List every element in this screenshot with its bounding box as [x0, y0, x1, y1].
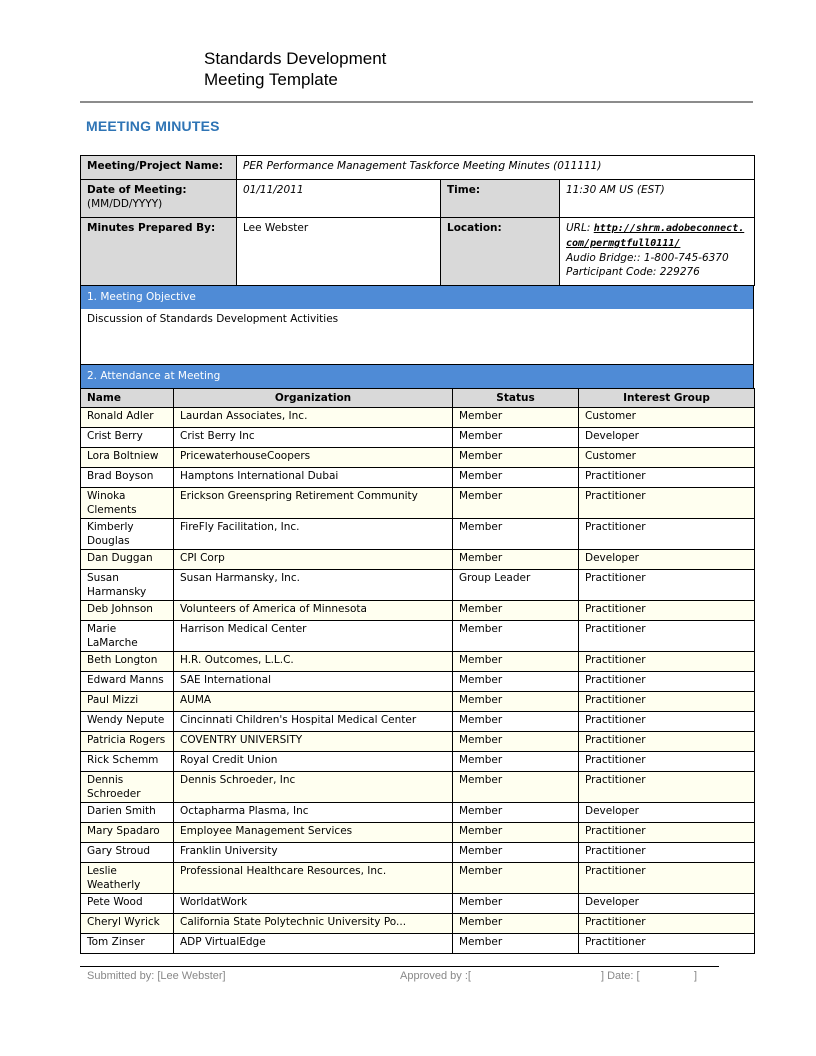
table-row: [81, 428, 755, 448]
attendee-interest-group[interactable]: Practitioner: [579, 712, 755, 732]
attendee-organization[interactable]: CPI Corp: [174, 550, 453, 570]
attendee-status[interactable]: Member: [453, 550, 579, 570]
attendee-organization[interactable]: Volunteers of America of Minnesota: [174, 601, 453, 621]
attendee-status[interactable]: Member: [453, 752, 579, 772]
attendee-organization[interactable]: PricewaterhouseCoopers: [174, 448, 453, 468]
table-row: [81, 712, 755, 732]
attendee-status[interactable]: Member: [453, 692, 579, 712]
table-row: [81, 448, 755, 468]
attendee-interest-group[interactable]: Customer: [579, 408, 755, 428]
attendee-interest-group[interactable]: Practitioner: [579, 488, 755, 519]
meeting-minutes-heading: MEETING MINUTES: [86, 118, 220, 134]
attendance-table: [80, 388, 755, 954]
attendee-organization[interactable]: Dennis Schroeder, Inc: [174, 772, 453, 803]
approved-by: Approved by :[: [400, 970, 471, 982]
attendee-interest-group[interactable]: Practitioner: [579, 621, 755, 652]
table-row: [81, 803, 755, 823]
attendee-name[interactable]: Paul Mizzi: [81, 692, 174, 712]
attendee-organization[interactable]: COVENTRY UNIVERSITY: [174, 732, 453, 752]
attendee-name[interactable]: Tom Zinser: [81, 934, 174, 954]
table-row: [81, 914, 755, 934]
attendee-name[interactable]: Gary Stroud: [81, 843, 174, 863]
attendee-organization[interactable]: AUMA: [174, 692, 453, 712]
table-row: [81, 468, 755, 488]
attendee-organization[interactable]: SAE International: [174, 672, 453, 692]
meeting-name-label: Meeting/Project Name:: [81, 156, 237, 180]
attendee-status[interactable]: Member: [453, 934, 579, 954]
table-row: [81, 652, 755, 672]
prepared-by-value[interactable]: Lee Webster: [237, 218, 441, 286]
table-row: [81, 843, 755, 863]
minutes-form: [80, 155, 754, 954]
table-row: [81, 692, 755, 712]
attendee-name[interactable]: Dan Duggan: [81, 550, 174, 570]
attendee-status[interactable]: Member: [453, 488, 579, 519]
attendee-name[interactable]: Darien Smith: [81, 803, 174, 823]
attendee-name[interactable]: Mary Spadaro: [81, 823, 174, 843]
attendee-organization[interactable]: California State Polytechnic University Po...: [174, 914, 453, 934]
attendee-status[interactable]: Member: [453, 652, 579, 672]
attendee-name[interactable]: Rick Schemm: [81, 752, 174, 772]
column-header-status: Status: [453, 389, 579, 408]
table-row: [81, 519, 755, 550]
attendee-interest-group[interactable]: Practitioner: [579, 570, 755, 601]
title-line-2: Meeting Template: [204, 70, 338, 89]
attendee-organization[interactable]: Professional Healthcare Resources, Inc.: [174, 863, 453, 894]
attendee-status[interactable]: Group Leader: [453, 570, 579, 601]
table-row: [81, 601, 755, 621]
attendee-interest-group[interactable]: Practitioner: [579, 601, 755, 621]
attendee-interest-group[interactable]: Practitioner: [579, 843, 755, 863]
attendee-name[interactable]: Edward Manns: [81, 672, 174, 692]
attendee-interest-group[interactable]: Developer: [579, 428, 755, 448]
attendee-organization[interactable]: FireFly Facilitation, Inc.: [174, 519, 453, 550]
attendee-interest-group[interactable]: Practitioner: [579, 692, 755, 712]
meeting-url-link[interactable]: http://shrm.adobeconnect.com/permgtfull0111/: [566, 223, 745, 249]
attendee-status[interactable]: Member: [453, 712, 579, 732]
objective-heading: 1. Meeting Objective: [80, 286, 754, 309]
attendance-rows: [81, 408, 755, 954]
column-header-interest-group: Interest Group: [579, 389, 755, 408]
attendee-organization[interactable]: Franklin University: [174, 843, 453, 863]
submitted-by: Submitted by: [Lee Webster]: [87, 970, 226, 982]
attendee-name[interactable]: Beth Longton: [81, 652, 174, 672]
attendee-name[interactable]: Wendy Nepute: [81, 712, 174, 732]
attendee-organization[interactable]: Laurdan Associates, Inc.: [174, 408, 453, 428]
footer-divider: [80, 966, 719, 967]
document-title: [204, 48, 386, 90]
attendee-interest-group[interactable]: Developer: [579, 550, 755, 570]
attendee-name[interactable]: Marie LaMarche: [81, 621, 174, 652]
attendee-organization[interactable]: Royal Credit Union: [174, 752, 453, 772]
column-header-organization: Organization: [174, 389, 453, 408]
attendee-organization[interactable]: Harrison Medical Center: [174, 621, 453, 652]
attendee-interest-group[interactable]: Practitioner: [579, 863, 755, 894]
attendee-status[interactable]: Member: [453, 894, 579, 914]
attendee-interest-group[interactable]: Practitioner: [579, 752, 755, 772]
approval-date: ] Date: [: [601, 970, 640, 982]
attendee-status[interactable]: Member: [453, 468, 579, 488]
date-format: (MM/DD/YYYY): [87, 198, 163, 210]
attendee-organization[interactable]: Crist Berry Inc: [174, 428, 453, 448]
attendee-name[interactable]: Brad Boyson: [81, 468, 174, 488]
table-row: [81, 672, 755, 692]
attendee-interest-group[interactable]: Practitioner: [579, 652, 755, 672]
date-label-cell: [81, 180, 237, 218]
table-row: [81, 732, 755, 752]
table-row: [81, 863, 755, 894]
objective-text[interactable]: Discussion of Standards Development Activities: [80, 309, 754, 364]
attendee-organization[interactable]: H.R. Outcomes, L.L.C.: [174, 652, 453, 672]
approval-date-close: ]: [694, 970, 698, 982]
meeting-info-table: [80, 155, 755, 286]
attendee-status[interactable]: Member: [453, 772, 579, 803]
attendee-name[interactable]: Kimberly Douglas: [81, 519, 174, 550]
attendee-name[interactable]: Susan Harmansky: [81, 570, 174, 601]
table-row: [81, 550, 755, 570]
date-value[interactable]: 01/11/2011: [237, 180, 441, 218]
attendee-status[interactable]: Member: [453, 448, 579, 468]
table-row: [81, 823, 755, 843]
attendee-status[interactable]: Member: [453, 601, 579, 621]
attendee-organization[interactable]: Erickson Greenspring Retirement Community: [174, 488, 453, 519]
attendee-organization[interactable]: ADP VirtualEdge: [174, 934, 453, 954]
attendee-name[interactable]: Crist Berry: [81, 428, 174, 448]
time-label: Time:: [441, 180, 560, 218]
attendee-status[interactable]: Member: [453, 732, 579, 752]
table-row: [81, 621, 755, 652]
attendee-interest-group[interactable]: Practitioner: [579, 468, 755, 488]
title-divider: [80, 101, 753, 103]
audio-bridge: Audio Bridge:: 1-800-745-6370: [566, 252, 729, 264]
attendee-name[interactable]: Lora Boltniew: [81, 448, 174, 468]
attendee-organization[interactable]: Hamptons International Dubai: [174, 468, 453, 488]
attendee-interest-group[interactable]: Practitioner: [579, 772, 755, 803]
attendee-organization[interactable]: WorldatWork: [174, 894, 453, 914]
attendee-name[interactable]: Deb Johnson: [81, 601, 174, 621]
column-header-name: Name: [81, 389, 174, 408]
attendee-organization[interactable]: Employee Management Services: [174, 823, 453, 843]
time-value[interactable]: 11:30 AM US (EST): [560, 180, 755, 218]
participant-code: Participant Code: 229276: [566, 266, 700, 278]
prepared-by-label: Minutes Prepared By:: [81, 218, 237, 286]
attendee-status[interactable]: Member: [453, 621, 579, 652]
attendee-name[interactable]: Pete Wood: [81, 894, 174, 914]
attendee-status[interactable]: Member: [453, 408, 579, 428]
attendee-name[interactable]: Patricia Rogers: [81, 732, 174, 752]
attendee-status[interactable]: Member: [453, 672, 579, 692]
attendee-interest-group[interactable]: Practitioner: [579, 519, 755, 550]
attendee-interest-group[interactable]: Practitioner: [579, 672, 755, 692]
table-row: [81, 772, 755, 803]
table-row: [81, 408, 755, 428]
attendee-interest-group[interactable]: Practitioner: [579, 732, 755, 752]
url-label: URL:: [566, 222, 594, 234]
attendance-heading: 2. Attendance at Meeting: [80, 364, 754, 388]
attendee-name[interactable]: Winoka Clements: [81, 488, 174, 519]
attendee-interest-group[interactable]: Developer: [579, 803, 755, 823]
attendee-status[interactable]: Member: [453, 843, 579, 863]
table-row: [81, 934, 755, 954]
attendee-interest-group[interactable]: Practitioner: [579, 934, 755, 954]
attendee-status[interactable]: Member: [453, 428, 579, 448]
table-row: [81, 570, 755, 601]
attendee-interest-group[interactable]: Customer: [579, 448, 755, 468]
attendee-status[interactable]: Member: [453, 519, 579, 550]
attendee-status[interactable]: Member: [453, 863, 579, 894]
attendee-name[interactable]: Ronald Adler: [81, 408, 174, 428]
meeting-name-value[interactable]: PER Performance Management Taskforce Meeting Minutes (011111): [237, 156, 755, 180]
table-row: [81, 894, 755, 914]
location-label: Location:: [441, 218, 560, 286]
url-line: [566, 221, 748, 251]
table-row: [81, 752, 755, 772]
attendee-name[interactable]: Cheryl Wyrick: [81, 914, 174, 934]
attendee-status[interactable]: Member: [453, 803, 579, 823]
attendee-interest-group[interactable]: Practitioner: [579, 914, 755, 934]
date-label: Date of Meeting:: [87, 184, 187, 196]
table-row: [81, 488, 755, 519]
attendee-status[interactable]: Member: [453, 914, 579, 934]
attendee-organization[interactable]: Cincinnati Children's Hospital Medical Center: [174, 712, 453, 732]
attendee-interest-group[interactable]: Developer: [579, 894, 755, 914]
attendee-interest-group[interactable]: Practitioner: [579, 823, 755, 843]
attendee-organization[interactable]: Susan Harmansky, Inc.: [174, 570, 453, 601]
attendee-organization[interactable]: Octapharma Plasma, Inc: [174, 803, 453, 823]
attendee-name[interactable]: Dennis Schroeder: [81, 772, 174, 803]
title-line-1: Standards Development: [204, 49, 387, 68]
attendee-name[interactable]: Leslie Weatherly: [81, 863, 174, 894]
location-value: [560, 218, 755, 286]
attendee-status[interactable]: Member: [453, 823, 579, 843]
